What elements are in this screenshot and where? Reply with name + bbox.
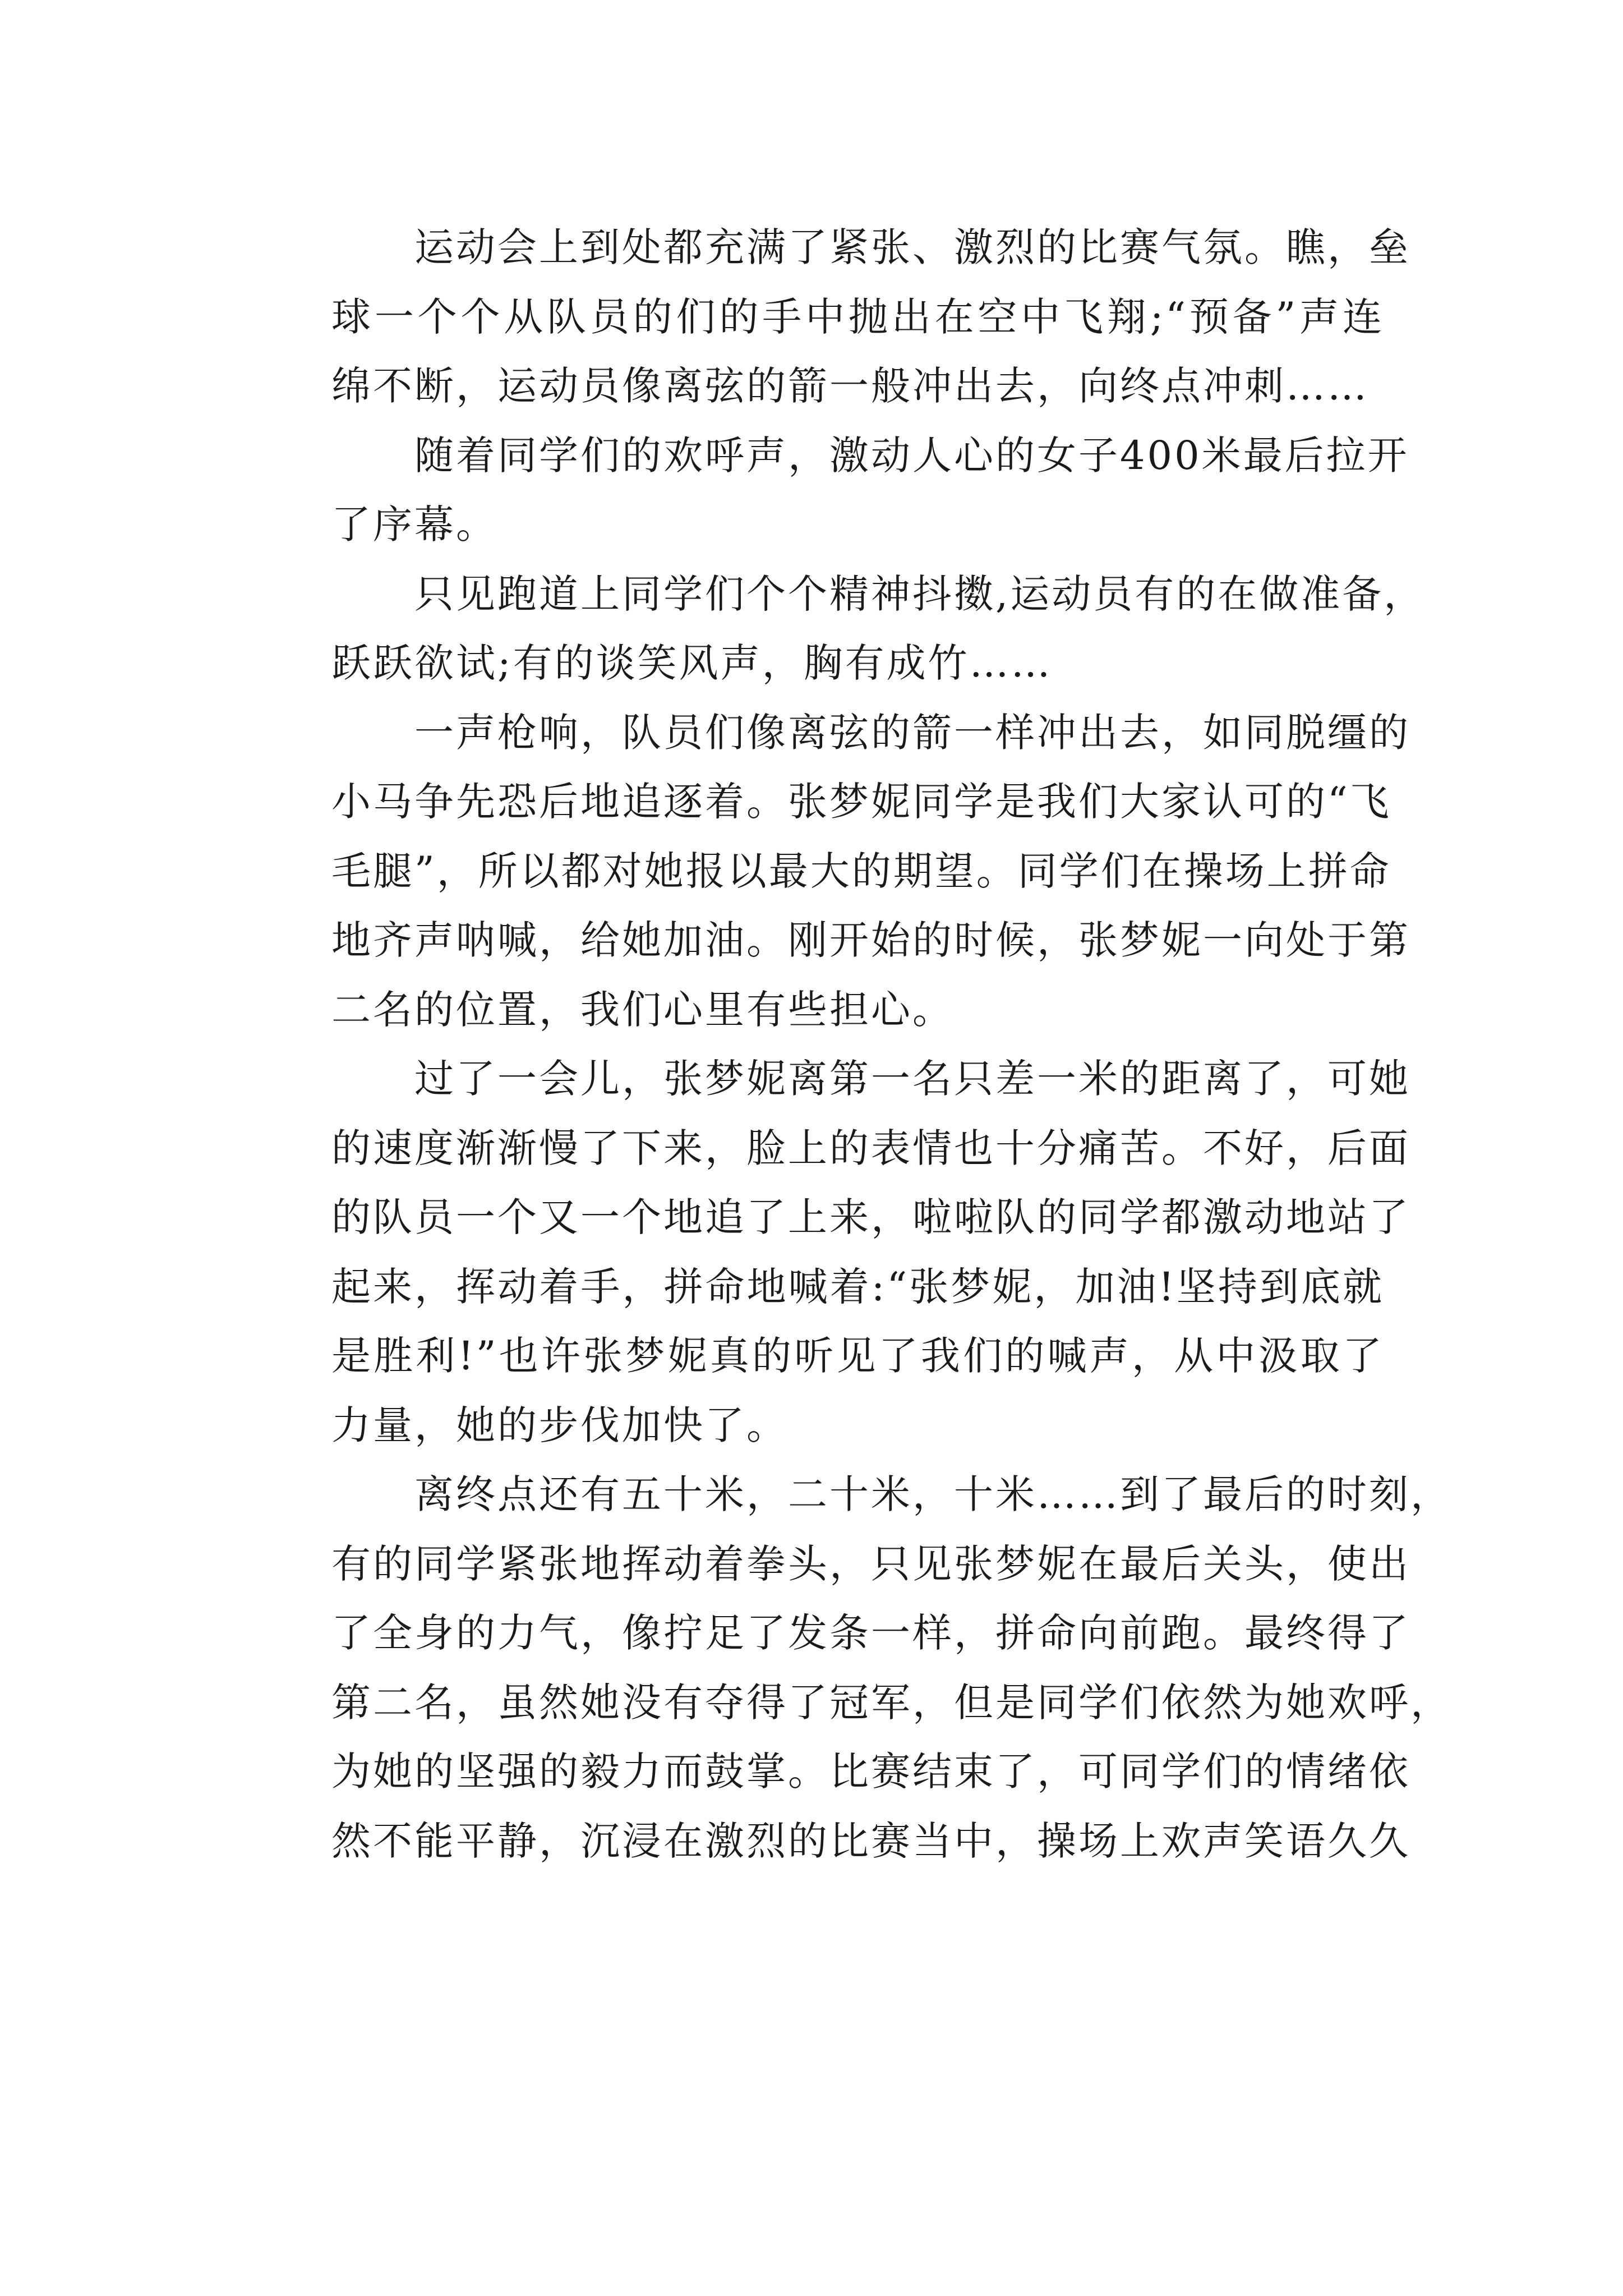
text-line: 力量，她的步伐加快了。 [331, 1402, 788, 1448]
text-line: 随着同学们的欢呼声，激动人心的女子400米最后拉开 [414, 432, 1409, 478]
text-line: 二名的位置，我们心里有些担心。 [331, 986, 954, 1033]
paragraph-1 [248, 213, 1410, 421]
text-line: 了序幕。 [331, 501, 497, 547]
text-line: 然不能平静，沉浸在激烈的比赛当中，操场上欢声笑语久久 [331, 1818, 1410, 1864]
paragraph-5 [248, 1045, 1410, 1460]
text-line: 有的同学紧张地挥动着拳头，只见张梦妮在最后关头，使出 [331, 1540, 1410, 1587]
text-line: 地齐声呐喊，给她加油。刚开始的时候，张梦妮一向处于第 [331, 917, 1410, 963]
text-line: 为她的坚强的毅力而鼓掌。比赛结束了，可同学们的情绪依 [331, 1749, 1410, 1795]
document-body [248, 213, 1452, 1876]
paragraph-2 [248, 421, 1409, 560]
text-line: 跃跃欲试;有的谈笑风声，胸有成竹…… [331, 640, 1053, 686]
text-line: 运动会上到处都充满了紧张、激烈的比赛气氛。瞧，垒 [414, 224, 1410, 270]
text-line: 小马争先恐后地追逐着。张梦妮同学是我们大家认可的“飞 [331, 779, 1391, 825]
text-line: 球一个个从队员的们的手中抛出在空中飞翔;“预备”声连 [331, 293, 1384, 340]
text-line: 了全身的力气，像拧足了发条一样，拼命向前跑。最终得了 [331, 1610, 1410, 1656]
text-line: 毛腿”，所以都对她报以最大的期望。同学们在操场上拼命 [331, 848, 1391, 894]
text-line: 是胜利!”也许张梦妮真的听见了我们的喊声，从中汲取了 [331, 1333, 1384, 1379]
text-line: 绵不断，运动员像离弦的箭一般冲出去，向终点冲刺…… [331, 363, 1369, 409]
text-line: 第二名，虽然她没有夺得了冠军，但是同学们依然为她欢呼， [331, 1679, 1452, 1726]
text-line: 的速度渐渐慢了下来，脸上的表情也十分痛苦。不好，后面 [331, 1125, 1410, 1171]
paragraph-4 [248, 698, 1410, 1045]
text-line: 离终点还有五十米，二十米，十米……到了最后的时刻， [414, 1471, 1452, 1517]
text-line: 起来，挥动着手，拼命地喊着:“张梦妮，加油!坚持到底就 [331, 1263, 1384, 1310]
text-line: 的队员一个又一个地追了上来，啦啦队的同学都激动地站了 [331, 1194, 1410, 1240]
text-line: 过了一会儿，张梦妮离第一名只差一米的距离了，可她 [414, 1056, 1410, 1102]
text-line: 只见跑道上同学们个个精神抖擞,运动员有的在做准备， [414, 570, 1426, 617]
paragraph-6 [248, 1460, 1452, 1876]
paragraph-3 [248, 560, 1426, 698]
text-line: 一声枪响，队员们像离弦的箭一样冲出去，如同脱缰的 [414, 709, 1410, 756]
